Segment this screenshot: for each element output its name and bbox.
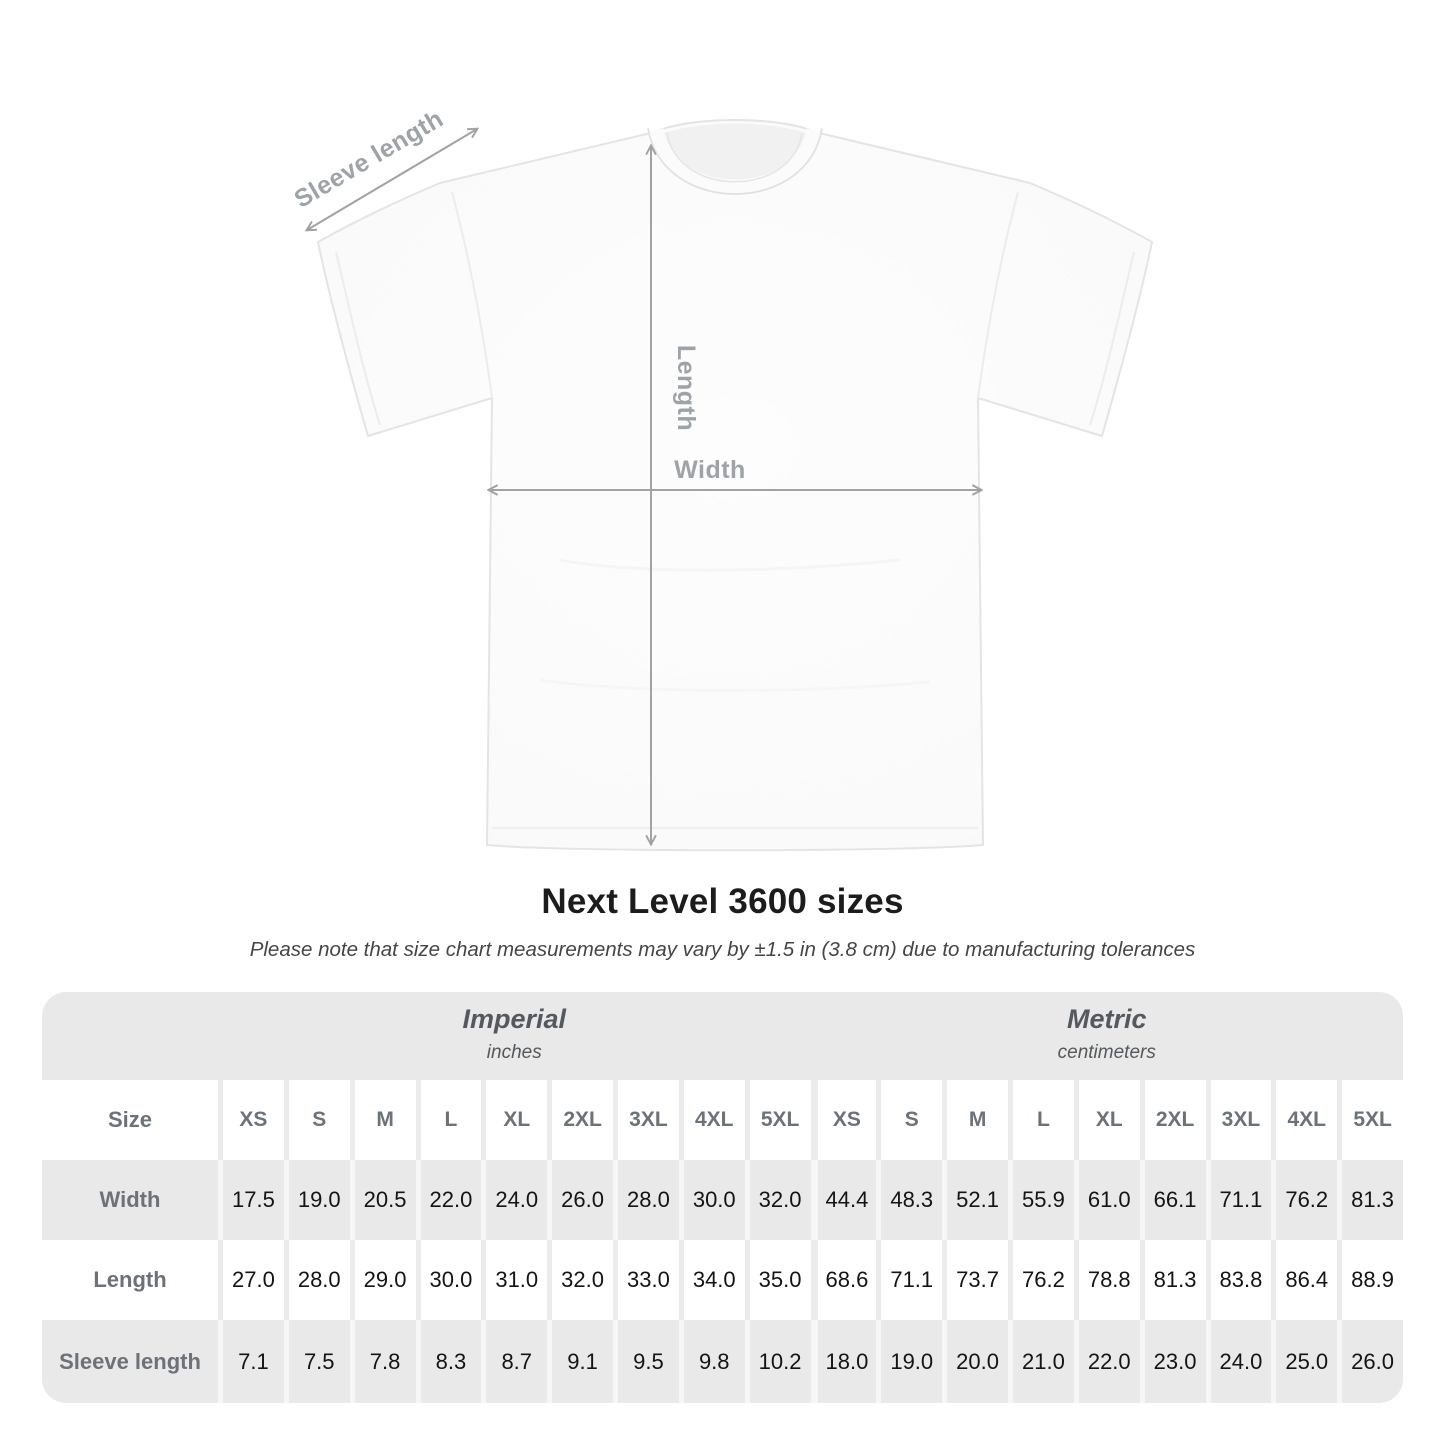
size-col-header: 5XL <box>1337 1080 1403 1160</box>
value-cell: 73.7 <box>942 1240 1008 1320</box>
value-cell: 31.0 <box>481 1240 547 1320</box>
value-cell: 48.3 <box>876 1160 942 1240</box>
size-col-header: S <box>284 1080 350 1160</box>
metric-group-name: Metric <box>1066 1004 1147 1034</box>
value-cell: 81.3 <box>1337 1160 1403 1240</box>
value-cell: 10.2 <box>745 1320 811 1403</box>
size-col-header: XS <box>218 1080 284 1160</box>
value-cell: 27.0 <box>218 1240 284 1320</box>
size-col-header: XS <box>811 1080 877 1160</box>
value-cell: 88.9 <box>1337 1240 1403 1320</box>
value-cell: 7.1 <box>218 1320 284 1403</box>
size-col-header: 2XL <box>547 1080 613 1160</box>
value-cell: 78.8 <box>1074 1240 1140 1320</box>
value-cell: 61.0 <box>1074 1160 1140 1240</box>
length-label: Length <box>672 344 700 432</box>
value-cell: 66.1 <box>1140 1160 1206 1240</box>
tshirt-body <box>318 120 1152 850</box>
imperial-group-unit: inches <box>486 1042 542 1063</box>
size-header-cell: Size <box>107 1107 153 1132</box>
size-col-header: L <box>1008 1080 1074 1160</box>
size-col-header: XL <box>481 1080 547 1160</box>
value-cell: 76.2 <box>1008 1240 1074 1320</box>
value-cell: 30.0 <box>416 1240 482 1320</box>
size-col-header: M <box>942 1080 1008 1160</box>
value-cell: 9.8 <box>679 1320 745 1403</box>
corner-cell <box>42 992 218 1080</box>
size-table <box>42 992 1403 1403</box>
value-cell: 44.4 <box>811 1160 877 1240</box>
value-cell: 68.6 <box>811 1240 877 1320</box>
value-cell: 52.1 <box>942 1160 1008 1240</box>
value-cell: 24.0 <box>1206 1320 1272 1403</box>
value-cell: 21.0 <box>1008 1320 1074 1403</box>
size-col-header: M <box>350 1080 416 1160</box>
value-cell: 20.5 <box>350 1160 416 1240</box>
value-cell: 17.5 <box>218 1160 284 1240</box>
value-cell: 9.5 <box>613 1320 679 1403</box>
size-header-row <box>42 1080 1403 1160</box>
row-label: Sleeve length <box>59 1348 201 1374</box>
size-col-header: 5XL <box>745 1080 811 1160</box>
size-col-header: S <box>876 1080 942 1160</box>
imperial-group-name: Imperial <box>462 1004 567 1034</box>
value-cell: 35.0 <box>745 1240 811 1320</box>
value-cell: 81.3 <box>1140 1240 1206 1320</box>
value-cell: 71.1 <box>1206 1160 1272 1240</box>
value-cell: 22.0 <box>1074 1320 1140 1403</box>
value-cell: 19.0 <box>876 1320 942 1403</box>
value-cell: 19.0 <box>284 1160 350 1240</box>
chart-subtitle: Please note that size chart measurements may vary by ±1.5 in (3.8 cm) due to manufacturing tolerances <box>249 938 1196 961</box>
value-cell: 8.3 <box>416 1320 482 1403</box>
value-cell: 7.8 <box>350 1320 416 1403</box>
table-row-sleeve-length <box>42 1320 1403 1403</box>
size-col-header: 4XL <box>1271 1080 1337 1160</box>
value-cell: 22.0 <box>416 1160 482 1240</box>
value-cell: 25.0 <box>1271 1320 1337 1403</box>
value-cell: 26.0 <box>547 1160 613 1240</box>
size-col-header: L <box>416 1080 482 1160</box>
value-cell: 18.0 <box>811 1320 877 1403</box>
value-cell: 34.0 <box>679 1240 745 1320</box>
sleeve-length-label: Sleeve length <box>289 104 449 214</box>
value-cell: 29.0 <box>350 1240 416 1320</box>
size-col-header: 3XL <box>1206 1080 1272 1160</box>
value-cell: 30.0 <box>679 1160 745 1240</box>
metric-group-header <box>811 992 1404 1080</box>
value-cell: 71.1 <box>876 1240 942 1320</box>
width-label: Width <box>674 456 746 484</box>
value-cell: 86.4 <box>1271 1240 1337 1320</box>
value-cell: 32.0 <box>547 1240 613 1320</box>
value-cell: 28.0 <box>284 1240 350 1320</box>
size-col-header: XL <box>1074 1080 1140 1160</box>
size-col-header: 4XL <box>679 1080 745 1160</box>
value-cell: 55.9 <box>1008 1160 1074 1240</box>
imperial-group-header <box>218 992 811 1080</box>
value-cell: 32.0 <box>745 1160 811 1240</box>
table-row-width <box>42 1160 1403 1240</box>
value-cell: 9.1 <box>547 1320 613 1403</box>
value-cell: 24.0 <box>481 1160 547 1240</box>
row-label: Length <box>93 1267 167 1292</box>
value-cell: 83.8 <box>1206 1240 1272 1320</box>
value-cell: 76.2 <box>1271 1160 1337 1240</box>
value-cell: 20.0 <box>942 1320 1008 1403</box>
size-col-header: 2XL <box>1140 1080 1206 1160</box>
size-col-header: 3XL <box>613 1080 679 1160</box>
value-cell: 7.5 <box>284 1320 350 1403</box>
chart-title: Next Level 3600 sizes <box>541 882 904 921</box>
value-cell: 26.0 <box>1337 1320 1403 1403</box>
value-cell: 8.7 <box>481 1320 547 1403</box>
value-cell: 28.0 <box>613 1160 679 1240</box>
metric-group-unit: centimeters <box>1057 1042 1156 1063</box>
value-cell: 23.0 <box>1140 1320 1206 1403</box>
value-cell: 33.0 <box>613 1240 679 1320</box>
table-row-length <box>42 1240 1403 1320</box>
unit-group-row <box>42 992 1403 1080</box>
row-label: Width <box>99 1187 161 1212</box>
